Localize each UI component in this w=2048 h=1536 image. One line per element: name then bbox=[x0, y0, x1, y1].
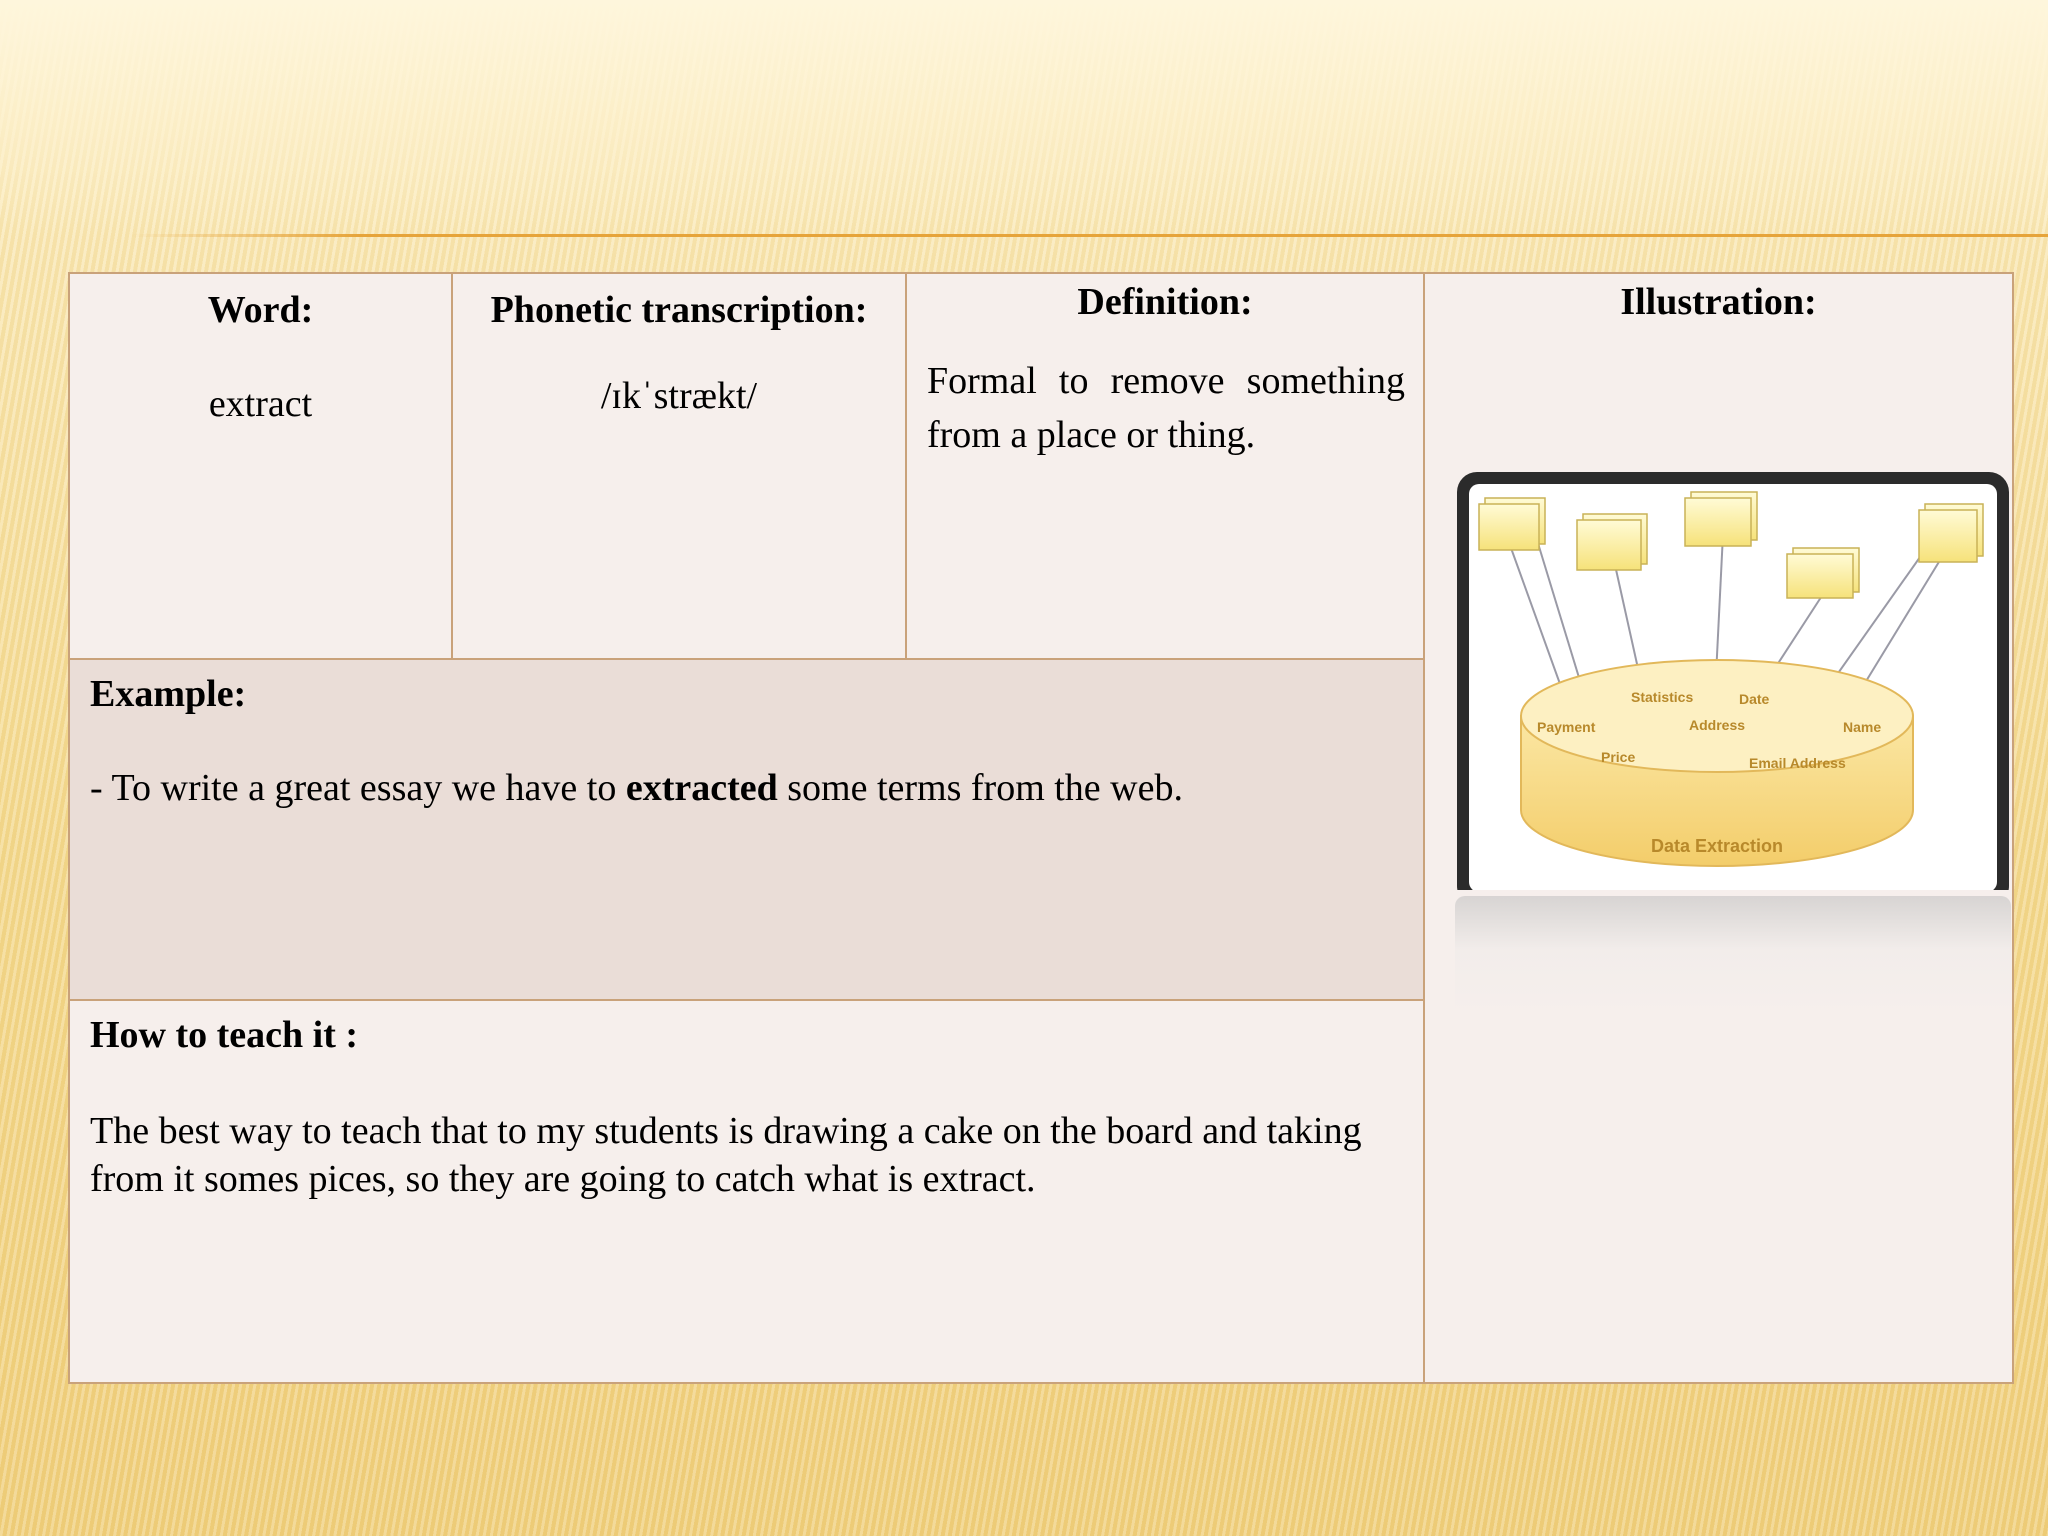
document-icon bbox=[1919, 510, 1977, 562]
document-icon bbox=[1787, 554, 1853, 598]
label-name: Name bbox=[1843, 719, 1882, 735]
illustration-cell bbox=[1425, 274, 2012, 1382]
label-price: Price bbox=[1601, 749, 1636, 765]
illustration-heading: Illustration: bbox=[1620, 281, 1817, 323]
label-address: Address bbox=[1689, 717, 1746, 733]
example-suffix: some terms from the web. bbox=[777, 767, 1183, 809]
word-cell bbox=[70, 274, 453, 660]
document-icon bbox=[1479, 504, 1539, 550]
word-value: extract bbox=[208, 383, 313, 425]
example-cell bbox=[70, 660, 1425, 1001]
document-icon bbox=[1577, 520, 1641, 570]
slide-header-band bbox=[0, 0, 2048, 235]
example-highlight: extracted bbox=[625, 767, 778, 809]
definition-heading: Definition: bbox=[1077, 281, 1253, 323]
definition-cell bbox=[907, 274, 1425, 660]
label-email: Email Address bbox=[1749, 755, 1846, 771]
data-extraction-illustration bbox=[1455, 470, 2011, 890]
example-heading: Example: bbox=[90, 673, 247, 715]
how-to-teach-text: The best way to teach that to my students is drawing a cake on the board and taking from it somes pices, so they are going to catch what is extract. bbox=[90, 1110, 1362, 1200]
how-to-teach-cell bbox=[70, 1001, 1425, 1382]
label-statistics: Statistics bbox=[1631, 689, 1694, 705]
phonetic-value: /ɪkˈstrækt/ bbox=[600, 375, 758, 417]
definition-value: Formal to remove something from a place or thing. bbox=[927, 360, 1405, 456]
document-icon bbox=[1685, 498, 1751, 546]
data-drum-top bbox=[1521, 660, 1913, 772]
example-prefix: - To write a great essay we have to bbox=[90, 767, 626, 809]
vocabulary-card bbox=[68, 272, 2014, 1384]
illustration-reflection bbox=[1455, 896, 2011, 1016]
how-to-teach-heading: How to teach it : bbox=[90, 1014, 359, 1056]
label-date: Date bbox=[1739, 691, 1770, 707]
phonetic-heading: Phonetic transcription: bbox=[490, 289, 868, 331]
header-rule bbox=[130, 234, 2048, 237]
label-payment: Payment bbox=[1537, 719, 1596, 735]
example-sentence bbox=[90, 766, 1423, 810]
phonetic-cell bbox=[453, 274, 907, 660]
word-heading: Word: bbox=[207, 289, 314, 331]
label-data-extraction: Data Extraction bbox=[1651, 836, 1784, 856]
